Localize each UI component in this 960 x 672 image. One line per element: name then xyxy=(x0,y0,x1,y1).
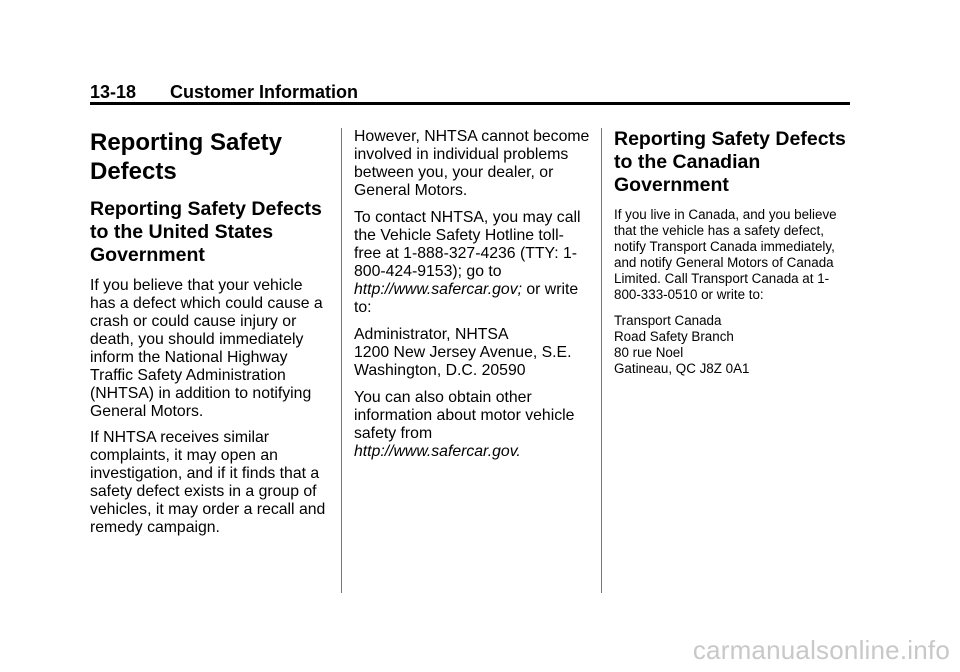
address-line: 1200 New Jersey Avenue, S.E. xyxy=(354,344,572,361)
address-line: 80 rue Noel xyxy=(614,345,684,360)
watermark: carmanualsonline.info xyxy=(692,635,950,665)
nhtsa-contact-text: To contact NHTSA, you may call the Vehicle Safety Hotline toll-free at 1-888-327-4236 (TTY: 1-800-424-9153); go to xyxy=(354,209,581,280)
column-divider-1 xyxy=(341,128,342,593)
page-heading: Reporting Safety Defects xyxy=(90,129,283,185)
header-rule xyxy=(90,102,850,105)
us-heading: Reporting Safety Defects to the United States Government xyxy=(90,198,322,266)
nhtsa-contact-paragraph xyxy=(354,209,590,317)
address-line: Gatineau, QC J8Z 0A1 xyxy=(614,361,750,376)
column-2 xyxy=(354,128,590,470)
nhtsa-paragraph-1: However, NHTSA cannot become involved in individual problems between you, your dealer, or General Motors. xyxy=(354,128,590,199)
us-paragraph-1: If you believe that your vehicle has a defect which could cause a crash or could cause injury or death, you should immediately inform the National Highway Traffic Safety Administration (NHTSA) in addition to notifying General Motors. xyxy=(90,277,323,420)
nhtsa-info-text: You can also obtain other information about motor vehicle safety from xyxy=(354,389,575,442)
address-line: Transport Canada xyxy=(614,313,722,328)
safercar-link[interactable]: http://www.safercar.gov; xyxy=(354,281,522,298)
nhtsa-contact-end: or write to: xyxy=(354,281,579,316)
us-paragraph-2: If NHTSA receives similar complaints, it may open an investigation, and if it finds that a safety defect exists in a group of vehicles, it may order a recall and remedy campaign. xyxy=(90,429,326,536)
address-line: Washington, D.C. 20590 xyxy=(354,362,526,379)
address-line: Administrator, NHTSA xyxy=(354,326,509,343)
canada-paragraph: If you live in Canada, and you believe that the vehicle has a safety defect, notify Transport Canada immediately, and notify General Motors of Canada Limited. Call Transport Canada at 1-800-333-0510 or write to: xyxy=(614,207,837,302)
column-1 xyxy=(90,128,330,545)
column-3 xyxy=(614,128,850,387)
address-line: Road Safety Branch xyxy=(614,329,734,344)
safercar-link-2[interactable]: http://www.safercar.gov. xyxy=(354,443,521,460)
column-divider-2 xyxy=(601,128,602,593)
canada-address xyxy=(614,313,850,377)
nhtsa-address xyxy=(354,326,590,380)
page-number: 13-18 xyxy=(90,82,137,102)
canada-heading: Reporting Safety Defects to the Canadian Government xyxy=(614,128,846,196)
section-title: Customer Information xyxy=(170,82,359,102)
nhtsa-info-paragraph xyxy=(354,389,590,461)
